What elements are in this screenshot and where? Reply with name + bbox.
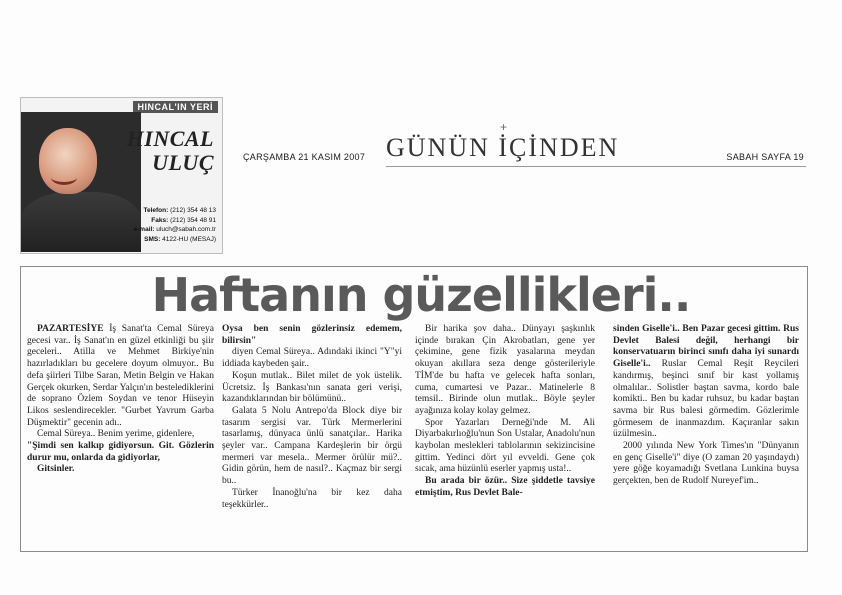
poem-quote: Oysa ben senin gözlerinsiz edemem, bilirsin" — [222, 324, 402, 346]
author-photo-smile — [51, 170, 77, 185]
poem-quote: "Şimdi sen kalkıp gidiyorsun. Git. Gözlerin durur mu, onlarda da gidiyorlar, — [27, 441, 214, 463]
paragraph-bold: Bu arada bir özür.. Size şiddetle tavsiye etmiştim, Rus Devlet Bale- — [415, 476, 595, 498]
page-number: SABAH SAYFA 19 — [726, 152, 804, 162]
article-column-1 — [27, 324, 214, 476]
contact-email: e-mail: uluch@sabah.com.tr — [133, 226, 216, 233]
author-first-name: HINCAL — [126, 126, 214, 151]
paragraph: sinden Giselle'i.. Ben Pazar gecesi gittim. Rus Devlet Balesi değil, herhangi bir konservatuarın birinci sınıfı daha iyi sunardı Giselle'i.. Ruslar Cemal Reşit Reycileri kandırmış, beşinci sınıf bir kast yollamış olmalılar.. Solistler baştan savma, kordo bale komikti.. Ben bu kadar ruhsuz, bu kadar baştan savma bir Rus balesi görmedim. Gözlerimle görmesem de inanmazdım. Kaçıranlar sakın üzülmesin.. — [613, 324, 799, 440]
lead-word: PAZARTESİYE — [37, 324, 104, 334]
paragraph: Bir harika şov daha.. Dünyayı şaşkınlık içinde bırakan Çin Akrobatları, gene yer çekimine, gene fizik yasalarına meydan okuyan akıllara seza denge gösterileriyle TİM'de bu hafta ve gelecek hafta sonları, cuma, cumartesi ve Pazar.. Matinelerle 8 temsil.. Birinde olun mutlak.. Böyle şeyler ayağınıza kolay kolay gelmez. — [415, 324, 595, 416]
issue-date: ÇARŞAMBA 21 KASIM 2007 — [243, 152, 366, 162]
paragraph: Koşun mutlak.. Bilet milet de yok üstelik. Ücretsiz. İş Bankası'nın sanata geri verişi, kazandıklarından bir bölümünü.. — [222, 370, 402, 405]
author-contact — [134, 206, 216, 244]
contact-fax: Faks: (212) 354 48 91 — [151, 216, 216, 224]
paragraph: Türker İnanoğlu'na bir kez daha teşekkürler.. — [222, 487, 402, 510]
paragraph: PAZARTESİYE İş Sanat'ta Cemal Süreya gecesi var.. İş Sanat'ın en güzel etkinliği bu şiir geceleri.. Atilla ve Mehmet Birkiye'nin hazırladıkları bu gecelere doyum olmuyor.. Bu defa şiirleri Tilbe Saran, Metin Belgin ve Hakan Gerçek okurken, Serdar Yalçın'ın bestelediklerini de soprano Özlem Soydan ve tenor Hüseyin Likos seslendirecekler. "Gurbet Yavrum Garba Düşmektir" gecenin adı.. — [27, 324, 214, 428]
paragraph: Galata 5 Nolu Antrepo'da Block diye bir tasarım sergisi var. Türk Mermerlerini tasarlamış, dünyaca ünlü sanatçılar.. Harika şeyler var.. Campana Kardeşlerin bir örgü mermeri var mesela.. Mermer örülür mü?.. Gidin görün, hem de nasıl?.. Kaçmaz bir sergi bu.. — [222, 405, 402, 487]
author-photo — [21, 112, 141, 252]
article-headline: Haftanın güzellikleri.. — [151, 268, 691, 322]
paragraph: Spor Yazarları Derneği'nde M. Ali Diyarbakırlıoğlu'nun Son Ustalar, Anadolu'nun kaybolan meslekleri tablolarının sekizincisine gittim. Yedinci dört yıl evveldi. Gene çok sıcak, ama hüzünlü eserler yapmış usta!.. — [415, 417, 595, 475]
paragraph: 2000 yılında New York Times'ın "Dünyanın en genç Giselle'i" diye (O zaman 20 yaşındaydı) yere göğe koyamadığı Svetlana Lunkina buysa gerçekten, ben de Rudolf Nureyef'im.. — [613, 441, 799, 487]
author-last-name: ULUÇ — [152, 150, 214, 175]
columnist-box — [20, 97, 223, 254]
paragraph: diyen Cemal Süreya.. Adındaki ikinci "Y"yi iddiada kaybeden şair.. — [222, 347, 402, 370]
header-rule — [386, 166, 806, 167]
poem-quote-end: Gitsinler. — [37, 464, 75, 475]
column-tag: HINCAL'IN YERİ — [133, 101, 218, 113]
contact-sms: SMS: 4122-HU (MESAJ) — [144, 235, 216, 243]
contact-phone: Telefon: (212) 354 48 13 — [143, 207, 216, 214]
article-column-3 — [415, 324, 595, 500]
paragraph: Cemal Süreya.. Benim yerime, gidenlere, — [37, 429, 195, 440]
author-photo-body — [21, 192, 141, 252]
section-title: GÜNÜN İÇİNDEN — [386, 133, 620, 162]
article-column-2 — [222, 324, 402, 511]
plus-ornament: + — [500, 120, 508, 134]
article-column-4 — [613, 324, 799, 488]
